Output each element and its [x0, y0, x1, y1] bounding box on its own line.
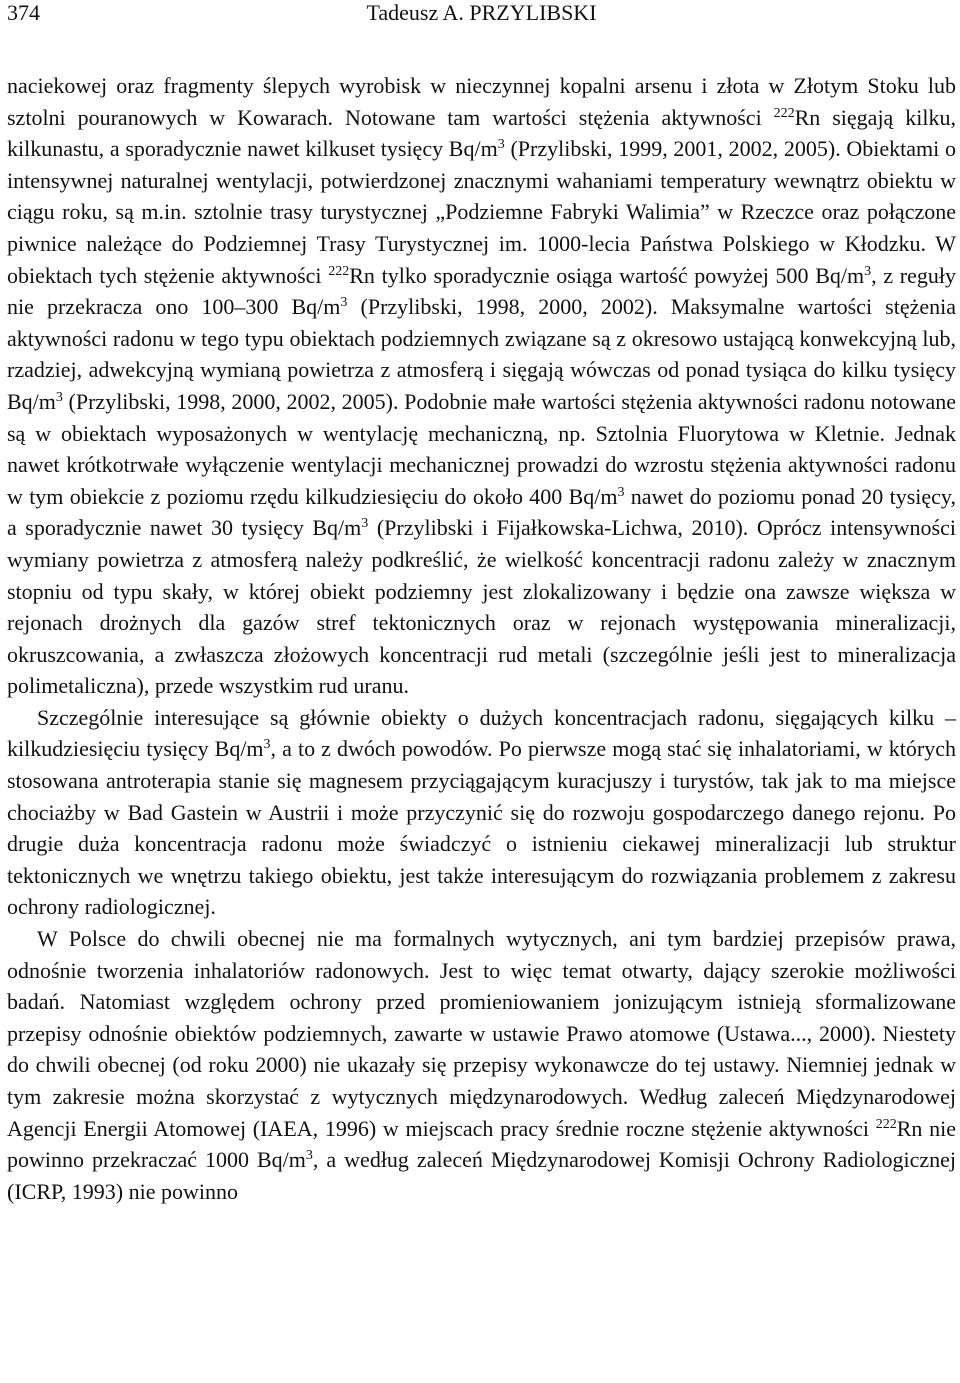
- superscript: 3: [617, 484, 625, 500]
- text-run: (Przylibski, 1998, 2000, 2002, 2005). Podobnie małe wartości stężenia aktywności radonu notowane są w obiektach wyposażonych w wentylację mechaniczną, np. Sztolnia Fluorytowa w Kletnie. Jednak nawet krótkotrwałe wyłączenie wentylacji mechanicznej prowadzi do wzrostu stężenia aktywności radonu w tym obiekcie z poziomu rzędu kilkudziesięciu do około 400 Bq/m: [7, 388, 956, 509]
- text-run: (Przylibski, 1999, 2001, 2002, 2005). Obiektami o intensywnej naturalnej wentylacji, potwierdzonej znacznymi wahaniami temperatury wewnątrz obiektu w ciągu roku, są m.in. sztolnie trasy turystycznej „Podziemne Fabryki Walimia” w Rzeczce oraz połączone piwnice należące do Podziemnej Trasy Turystycznej im. 1000-lecia Państwa Polskiego w Kłodzku. W obiektach tych stężenie aktywności: [7, 136, 956, 288]
- superscript: 3: [305, 1148, 313, 1164]
- text-run: W Polsce do chwili obecnej nie ma formalnych wytycznych, ani tym bardziej przepisów prawa, odnośnie tworzenia inhalatoriów radonowych. Jest to więc temat otwarty, dający szerokie możliwości badań. Natomiast względem ochrony przed promieniowaniem jonizującym istnieją sformalizowane przepisy odnośnie obiektów podziemnych, zawarte w ustawie Prawo atomowe (Ustawa..., 2000). Niestety do chwili obecnej (od roku 2000) nie ukazały się przepisy wykonawcze do tej ustawy. Niemniej jednak w tym zakresie można skorzystać z wytycznych międzynarodowych. Według zaleceń Międzynarodowej Agencji Energii Atomowej (IAEA, 1996) w miejscach pracy średnie roczne stężenie aktywności: [7, 926, 956, 1141]
- text-run: , a według zaleceń Międzynarodowej Komisji Ochrony Radiologicznej (ICRP, 1993) nie powinno: [7, 1147, 956, 1204]
- superscript: 3: [55, 389, 63, 405]
- superscript: 222: [328, 263, 350, 279]
- superscript: 222: [875, 1116, 897, 1132]
- text-run: Szczególnie interesujące są głównie obiekty o dużych koncentracjach radonu, sięgających kilku – kilkudziesięciu tysięcy Bq/m: [7, 704, 956, 762]
- superscript: 3: [864, 263, 872, 279]
- superscript: 3: [497, 137, 505, 153]
- text-run: Rn nie powinno przekraczać 1000 Bq/m: [7, 1115, 956, 1173]
- text-run: , z reguły nie przekracza ono 100–300 Bq/m: [7, 262, 956, 320]
- text-run: Rn sięgają kilku, kilkunastu, a sporadycznie nawet kilkuset tysięcy Bq/m: [7, 104, 956, 162]
- paragraph: [7, 70, 956, 702]
- superscript: 3: [361, 516, 369, 532]
- text-run: (Przylibski i Fijałkowska-Lichwa, 2010). Oprócz intensywności wymiany powietrza z atmosferą należy podkreślić, że wielkość koncentracji radonu zależy w znacznym stopniu od typu skały, w której obiekt podziemny jest zlokalizowany i będzie ona zawsze większa w rejonach drożnych dla gazów stref tektonicznych oraz w rejonach występowania mineralizacji, okruszcowania, a zwłaszcza złożowych koncentracji rud metali (szczególnie jeśli jest to mineralizacja polimetaliczna), przede wszystkim rud uranu.: [7, 515, 956, 699]
- page-number: 374: [7, 0, 40, 25]
- superscript: 3: [263, 737, 271, 753]
- running-head: [7, 0, 956, 26]
- text-run: Rn tylko sporadycznie osiąga wartość powyżej 500 Bq/m: [349, 262, 865, 288]
- paragraph: [7, 923, 956, 1207]
- text-run: (Przylibski, 1998, 2000, 2002). Maksymalne wartości stężenia aktywności radonu w tego typu obiektach podziemnych związane są z okresowo ustającą konwekcyjną lub, rzadziej, adwekcyjną wymianą powietrza z atmosferą i sięgają wówczas od ponad tysiąca do kilku tysięcy Bq/m: [7, 294, 957, 414]
- superscript: 3: [340, 295, 348, 311]
- running-title: Tadeusz A. PRZYLIBSKI: [366, 0, 597, 25]
- text-run: nawet do poziomu ponad 20 tysięcy, a sporadycznie nawet 30 tysięcy Bq/m: [7, 483, 957, 541]
- paragraph: [7, 702, 956, 923]
- superscript: 222: [773, 105, 795, 121]
- body-text: [7, 70, 956, 1207]
- document-page: [7, 0, 956, 1383]
- text-run: naciekowej oraz fragmenty ślepych wyrobisk w nieczynnej kopalni arsenu i złota w Złotym Stoku lub sztolni pouranowych w Kowarach. Notowane tam wartości stężenia aktywności: [7, 73, 956, 130]
- text-run: , a to z dwóch powodów. Po pierwsze mogą stać się inhalatoriami, w których stosowana antroterapia stanie się magnesem przyciągającym kuracjuszy i turystów, tak jak to ma miejsce chociażby w Bad Gastein w Austrii i może przyczynić się do rozwoju gospodarczego danego rejonu. Po drugie duża koncentracja radonu może świadczyć o istnieniu ciekawej mineralizacji lub struktur tektonicznych we wnętrzu takiego obiektu, jest także interesującym do rozwiązania problemem z zakresu ochrony radiologicznej.: [7, 736, 956, 920]
